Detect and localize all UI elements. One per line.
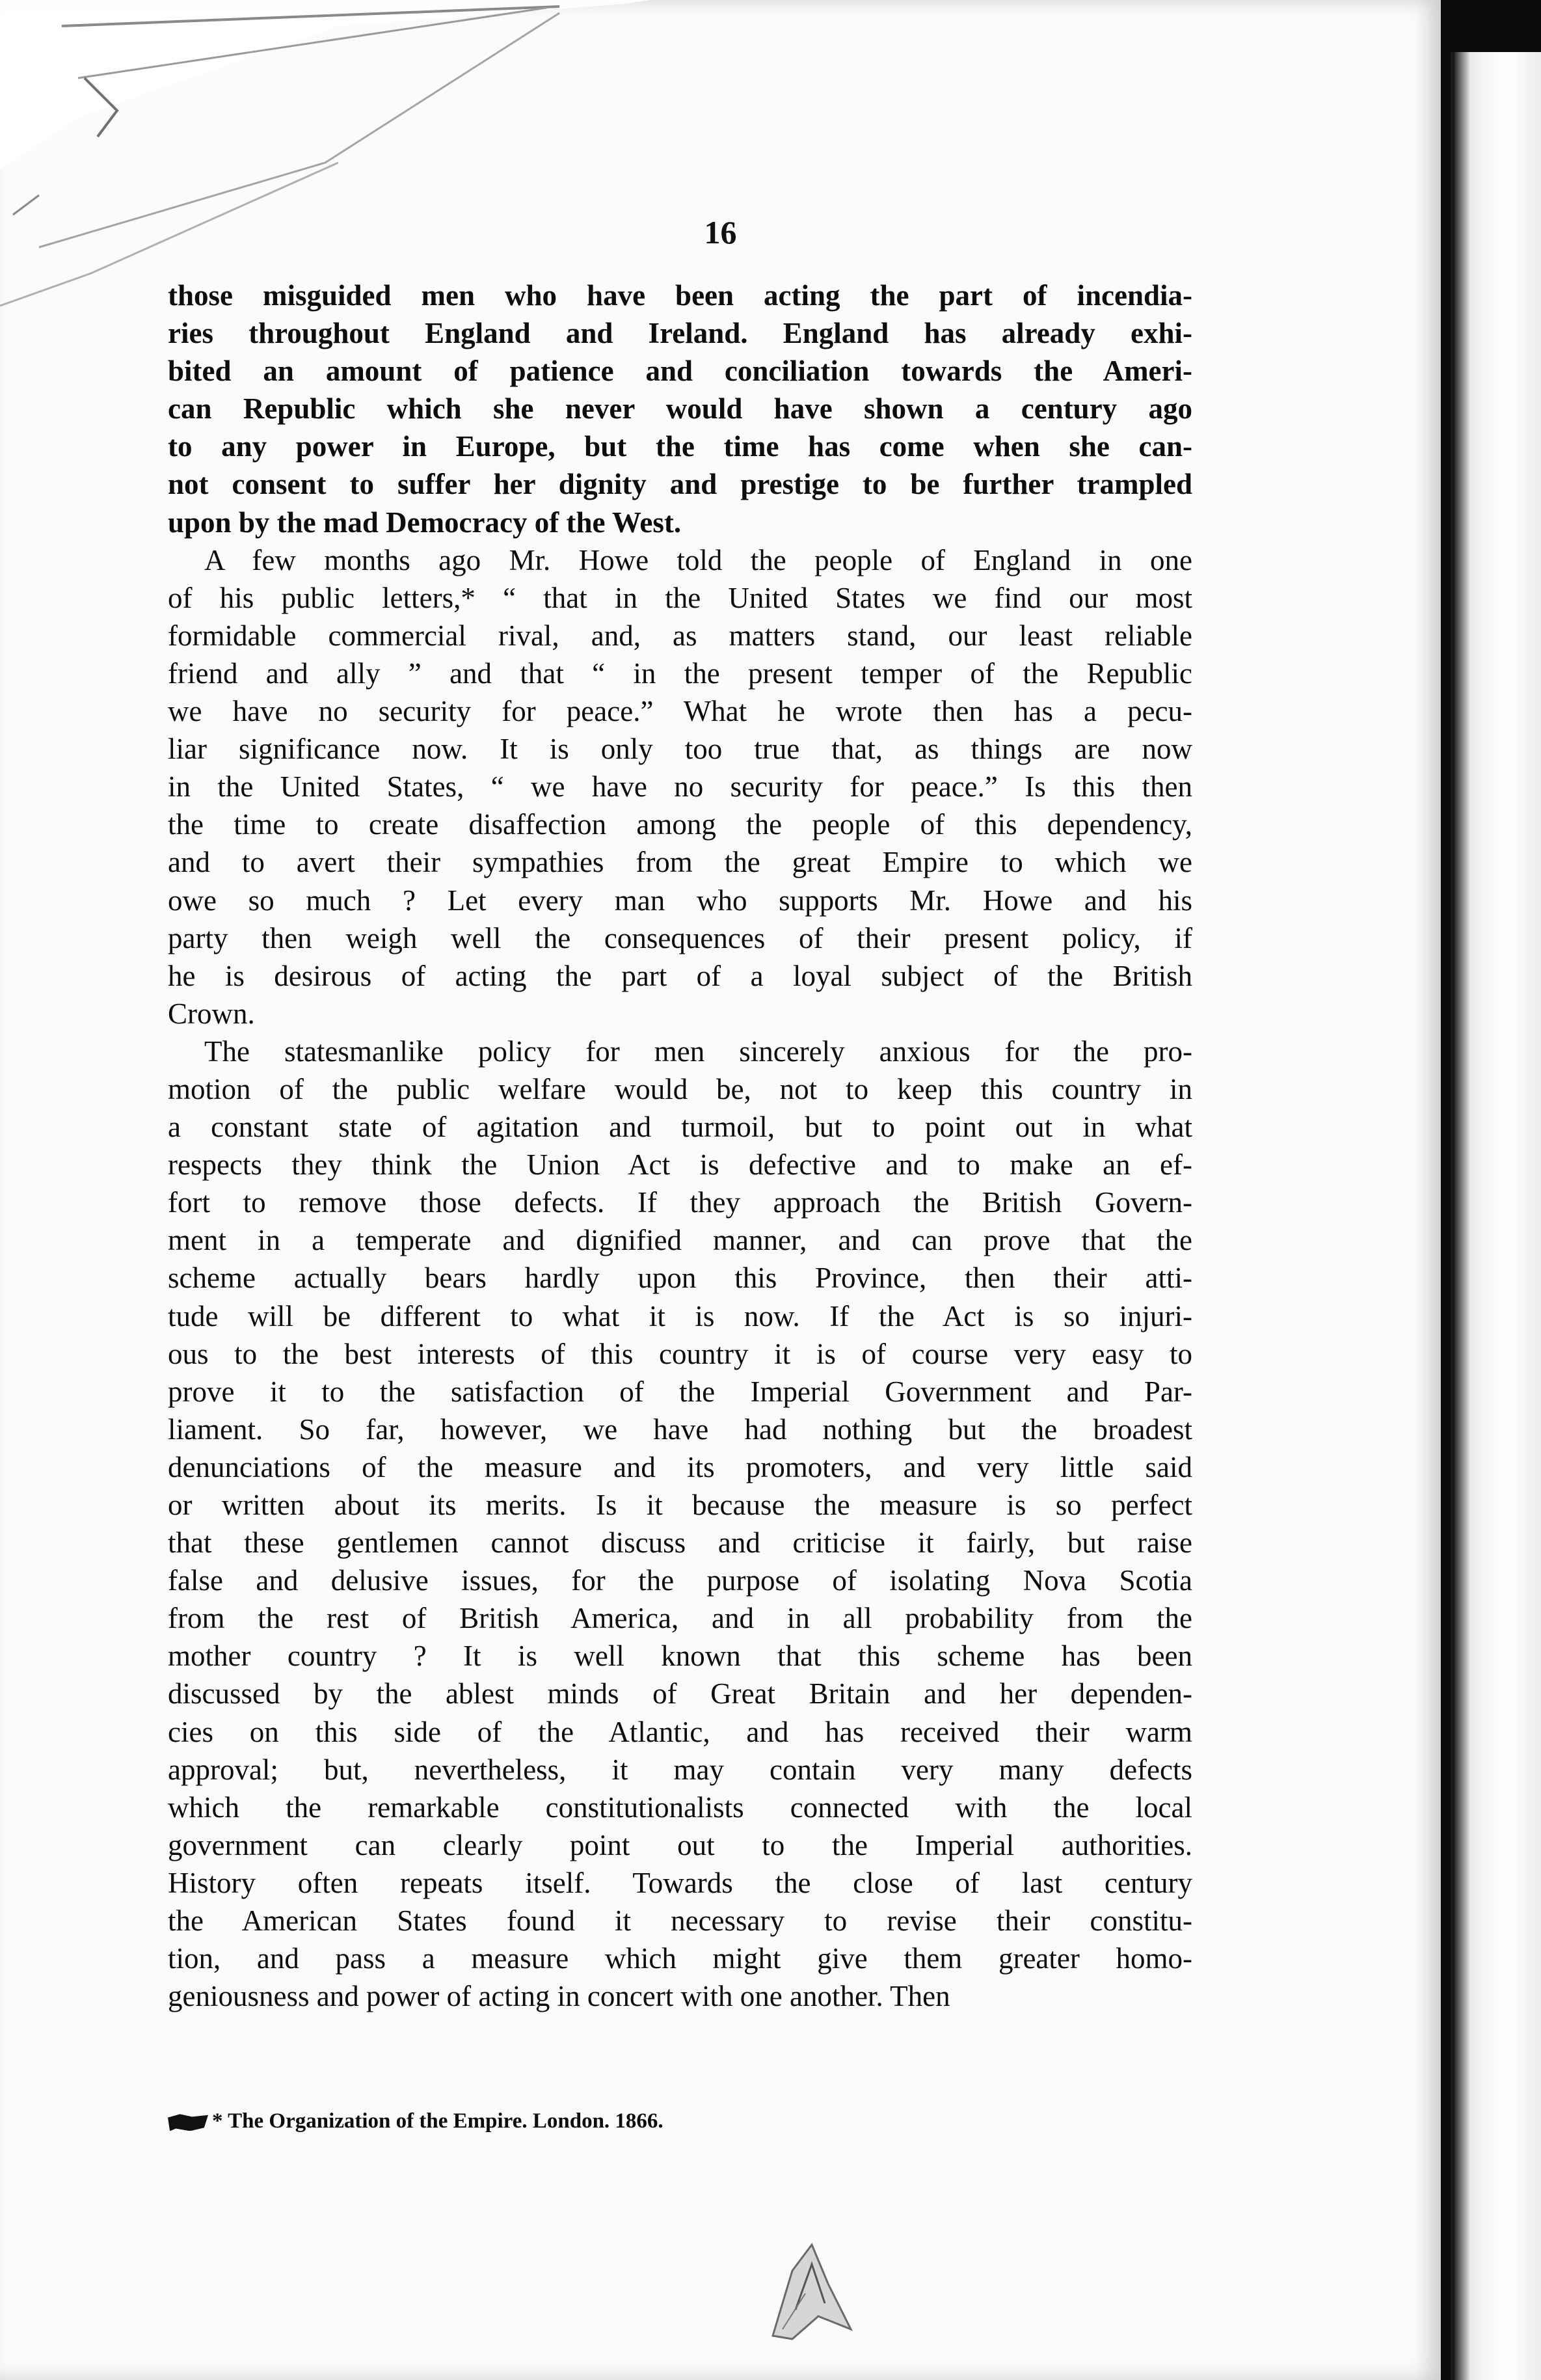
text-line: we have no security for peace.” What he wrote then has a pecu-	[168, 695, 1192, 728]
text-line: party then weigh well the consequences of their present policy, if	[168, 921, 1192, 954]
text-line: government can clearly point out to the Imperial authorities.	[168, 1828, 1192, 1861]
text-line: discussed by the ablest minds of Great Britain and her dependen-	[168, 1677, 1192, 1711]
footnote-text: * The Organization of the Empire. London. 1866.	[212, 2109, 663, 2133]
text-line: in the United States, “ we have no security for peace.” Is this then	[168, 770, 1192, 804]
text-line: A few months ago Mr. Howe told the people of England in one	[204, 543, 1192, 576]
paper-damage-mark	[766, 2232, 857, 2342]
body-text	[168, 277, 1192, 2015]
text-line: scheme actually bears hardly upon this Province, then their atti-	[168, 1262, 1192, 1295]
text-line: the American States found it necessary to revise their constitu-	[168, 1904, 1192, 1938]
text-line: owe so much ? Let every man who supports Mr. Howe and his	[168, 884, 1192, 917]
text-line: those misguided men who have been acting the part of incendia-	[168, 279, 1192, 312]
text-line: and to avert their sympathies from the great Empire to which we	[168, 846, 1192, 879]
text-line: from the rest of British America, and in all probability from the	[168, 1602, 1192, 1635]
adjacent-page-edge	[1451, 52, 1541, 2380]
footnote	[168, 2107, 1192, 2135]
text-line: geniousness and power of acting in concert with one another. Then	[168, 1980, 950, 2013]
text-line: liament. So far, however, we have had nothing but the broadest	[168, 1413, 1192, 1446]
text-line: that these gentlemen cannot discuss and criticise it fairly, but raise	[168, 1526, 1192, 1560]
text-line: The statesmanlike policy for men sincerely anxious for the pro-	[204, 1034, 1192, 1068]
text-line: respects they think the Union Act is defective and to make an ef-	[168, 1148, 1192, 1182]
ink-smudge-icon	[168, 2114, 208, 2131]
page-number: 16	[704, 214, 737, 250]
text-line: the time to create disaffection among the people of this dependency,	[168, 808, 1192, 841]
text-line: a constant state of agitation and turmoil, but to point out in what	[168, 1111, 1192, 1144]
text-line: ment in a temperate and dignified manner, and can prove that the	[168, 1224, 1192, 1257]
text-line: prove it to the satisfaction of the Imperial Government and Par-	[168, 1375, 1192, 1408]
text-line: mother country ? It is well known that this scheme has been	[168, 1640, 1192, 1673]
text-line: motion of the public welfare would be, not to keep this country in	[168, 1072, 1192, 1105]
text-line: bited an amount of patience and conciliation towards the Ameri-	[168, 355, 1192, 388]
text-line: false and delusive issues, for the purpose of isolating Nova Scotia	[168, 1564, 1192, 1597]
text-line: liar significance now. It is only too true that, as things are now	[168, 733, 1192, 766]
text-line: cies on this side of the Atlantic, and has received their warm	[168, 1715, 1192, 1748]
text-line: which the remarkable constitutionalists connected with the local	[168, 1791, 1192, 1824]
text-line: can Republic which she never would have shown a century ago	[168, 392, 1192, 426]
text-line: ous to the best interests of this country it is of course very easy to	[168, 1337, 1192, 1370]
text-line: History often repeats itself. Towards the close of last century	[168, 1866, 1192, 1899]
text-line: denunciations of the measure and its promoters, and very little said	[168, 1450, 1192, 1483]
text-line: he is desirous of acting the part of a loyal subject of the British	[168, 959, 1192, 992]
text-line: Crown.	[168, 997, 255, 1030]
text-line: upon by the mad Democracy of the West.	[168, 506, 682, 539]
text-line: tude will be different to what it is now. If the Act is so injuri-	[168, 1299, 1192, 1332]
text-line: formidable commercial rival, and, as matters stand, our least reliable	[168, 619, 1192, 652]
text-line: of his public letters,* “ that in the United States we find our most	[168, 581, 1192, 614]
text-line: friend and ally ” and that “ in the present temper of the Republic	[168, 656, 1192, 690]
text-line: ries throughout England and Ireland. England has already exhi-	[168, 317, 1192, 350]
text-line: to any power in Europe, but the time has come when she can-	[168, 430, 1192, 463]
text-line: tion, and pass a measure which might give them greater homo-	[168, 1942, 1192, 1975]
text-line: not consent to suffer her dignity and prestige to be further trampled	[168, 468, 1192, 501]
text-line: fort to remove those defects. If they approach the British Govern-	[168, 1186, 1192, 1219]
text-line: or written about its merits. Is it because the measure is so perfect	[168, 1489, 1192, 1521]
text-line: approval; but, nevertheless, it may contain very many defects	[168, 1753, 1192, 1786]
